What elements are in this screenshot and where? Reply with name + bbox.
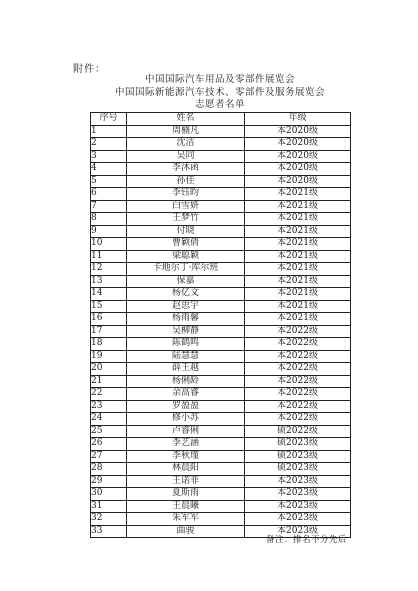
row-index: 16 bbox=[91, 313, 127, 326]
row-name: 曹颖倩 bbox=[127, 238, 245, 251]
row-name: 保嘉 bbox=[127, 275, 245, 288]
row-name: 陆慧慧 bbox=[127, 350, 245, 363]
row-grade: 本2023级 bbox=[245, 500, 351, 513]
row-index: 26 bbox=[91, 438, 127, 451]
row-index: 13 bbox=[91, 275, 127, 288]
table-row bbox=[91, 413, 351, 426]
row-name: 杨雨馨 bbox=[127, 313, 245, 326]
table-row bbox=[91, 375, 351, 388]
row-index: 23 bbox=[91, 400, 127, 413]
row-index: 18 bbox=[91, 338, 127, 351]
row-name: 李钰昀 bbox=[127, 188, 245, 201]
table-row bbox=[91, 138, 351, 151]
row-grade: 本2022级 bbox=[245, 338, 351, 351]
row-index: 6 bbox=[91, 188, 127, 201]
row-grade: 本2020级 bbox=[245, 175, 351, 188]
row-name: 杨俐龄 bbox=[127, 375, 245, 388]
row-name: 杨亿文 bbox=[127, 288, 245, 301]
table-row bbox=[91, 313, 351, 326]
row-index: 10 bbox=[91, 238, 127, 251]
row-name: 薛王越 bbox=[127, 363, 245, 376]
row-grade: 本2021级 bbox=[245, 250, 351, 263]
row-index: 14 bbox=[91, 288, 127, 301]
table-row bbox=[91, 425, 351, 438]
table-row bbox=[91, 500, 351, 513]
row-name: 朱军军 bbox=[127, 513, 245, 526]
row-index: 3 bbox=[91, 150, 127, 163]
table-row bbox=[91, 363, 351, 376]
row-grade: 本2022级 bbox=[245, 400, 351, 413]
row-grade: 本2023级 bbox=[245, 488, 351, 501]
row-grade: 本2023级 bbox=[245, 525, 351, 538]
row-index: 20 bbox=[91, 363, 127, 376]
row-grade: 本2020级 bbox=[245, 138, 351, 151]
row-index: 15 bbox=[91, 300, 127, 313]
row-index: 8 bbox=[91, 213, 127, 226]
row-grade: 本2022级 bbox=[245, 388, 351, 401]
row-name: 卡地尔丁·库尔班 bbox=[127, 263, 245, 276]
row-grade: 本2021级 bbox=[245, 213, 351, 226]
row-index: 1 bbox=[91, 125, 127, 138]
title-volunteer-list: 志愿者名单 bbox=[194, 99, 245, 110]
row-index: 5 bbox=[91, 175, 127, 188]
row-name: 梁聪颖 bbox=[127, 250, 245, 263]
table-row bbox=[91, 163, 351, 176]
table-row bbox=[91, 338, 351, 351]
table-row bbox=[91, 175, 351, 188]
row-index: 28 bbox=[91, 463, 127, 476]
row-grade: 硕2022级 bbox=[245, 425, 351, 438]
row-index: 2 bbox=[91, 138, 127, 151]
row-grade: 本2020级 bbox=[245, 150, 351, 163]
row-index: 30 bbox=[91, 488, 127, 501]
row-name: 王诺菲 bbox=[127, 475, 245, 488]
row-name: 白雪妍 bbox=[127, 200, 245, 213]
table-row bbox=[91, 388, 351, 401]
row-grade: 本2021级 bbox=[245, 200, 351, 213]
table-row bbox=[91, 213, 351, 226]
row-name: 吴同 bbox=[127, 150, 245, 163]
row-index: 25 bbox=[91, 425, 127, 438]
row-grade: 硕2023级 bbox=[245, 463, 351, 476]
row-index: 27 bbox=[91, 450, 127, 463]
row-grade: 本2020级 bbox=[245, 125, 351, 138]
row-name: 林晨阳 bbox=[127, 463, 245, 476]
row-grade: 本2020级 bbox=[245, 163, 351, 176]
row-grade: 本2022级 bbox=[245, 350, 351, 363]
row-index: 22 bbox=[91, 388, 127, 401]
table-row bbox=[91, 238, 351, 251]
table-row bbox=[91, 325, 351, 338]
row-index: 7 bbox=[91, 200, 127, 213]
row-grade: 本2021级 bbox=[245, 288, 351, 301]
table-row bbox=[91, 463, 351, 476]
table-row bbox=[91, 275, 351, 288]
table-row bbox=[91, 200, 351, 213]
row-grade: 本2022级 bbox=[245, 325, 351, 338]
row-index: 33 bbox=[91, 525, 127, 538]
row-grade: 本2021级 bbox=[245, 263, 351, 276]
row-index: 12 bbox=[91, 263, 127, 276]
title-exhibition-1: 中国国际汽车用品及零部件展览会 bbox=[144, 74, 295, 85]
attachment-label: 附件： bbox=[73, 64, 106, 75]
row-index: 29 bbox=[91, 475, 127, 488]
row-grade: 本2022级 bbox=[245, 375, 351, 388]
row-name: 赵思宇 bbox=[127, 300, 245, 313]
row-index: 9 bbox=[91, 225, 127, 238]
row-grade: 本2021级 bbox=[245, 275, 351, 288]
row-name: 修小苏 bbox=[127, 413, 245, 426]
row-name: 孙佳 bbox=[127, 175, 245, 188]
row-grade: 本2021级 bbox=[245, 313, 351, 326]
row-index: 24 bbox=[91, 413, 127, 426]
table-row bbox=[91, 188, 351, 201]
table-row bbox=[91, 150, 351, 163]
row-name: 李秋瑾 bbox=[127, 450, 245, 463]
table-row bbox=[91, 288, 351, 301]
row-index: 19 bbox=[91, 350, 127, 363]
row-name: 王梦竹 bbox=[127, 213, 245, 226]
table-row bbox=[91, 263, 351, 276]
row-grade: 本2021级 bbox=[245, 225, 351, 238]
row-name: 夏斯雨 bbox=[127, 488, 245, 501]
table-row bbox=[91, 250, 351, 263]
row-index: 4 bbox=[91, 163, 127, 176]
row-grade: 本2021级 bbox=[245, 300, 351, 313]
row-grade: 硕2023级 bbox=[245, 450, 351, 463]
row-name: 罗盈盈 bbox=[127, 400, 245, 413]
row-grade: 本2022级 bbox=[245, 363, 351, 376]
row-grade: 本2022级 bbox=[245, 413, 351, 426]
row-index: 11 bbox=[91, 250, 127, 263]
row-grade: 本2021级 bbox=[245, 188, 351, 201]
row-grade: 本2023级 bbox=[245, 475, 351, 488]
table-row bbox=[91, 400, 351, 413]
table-row bbox=[91, 225, 351, 238]
table-row bbox=[91, 438, 351, 451]
row-name: 李沐函 bbox=[127, 163, 245, 176]
row-grade: 本2021级 bbox=[245, 238, 351, 251]
row-index: 17 bbox=[91, 325, 127, 338]
header-name: 姓名 bbox=[127, 113, 245, 126]
row-name: 周楠凡 bbox=[127, 125, 245, 138]
footnote: 备注：排名不分先后 bbox=[266, 535, 348, 545]
header-index: 序号 bbox=[91, 113, 127, 126]
volunteer-table bbox=[90, 112, 351, 538]
row-name: 卢睿俐 bbox=[127, 425, 245, 438]
row-name: 余高睿 bbox=[127, 388, 245, 401]
row-name: 李艺涵 bbox=[127, 438, 245, 451]
table-row bbox=[91, 488, 351, 501]
table-header-row bbox=[91, 113, 351, 126]
row-name: 沈洁 bbox=[127, 138, 245, 151]
row-index: 32 bbox=[91, 513, 127, 526]
table-row bbox=[91, 450, 351, 463]
row-index: 31 bbox=[91, 500, 127, 513]
row-grade: 硕2023级 bbox=[245, 438, 351, 451]
row-name: 曲骏 bbox=[127, 525, 245, 538]
row-index: 21 bbox=[91, 375, 127, 388]
row-name: 付晓 bbox=[127, 225, 245, 238]
row-name: 陈鹤鸣 bbox=[127, 338, 245, 351]
row-name: 王晨曦 bbox=[127, 500, 245, 513]
table-row bbox=[91, 125, 351, 138]
header-grade: 年级 bbox=[245, 113, 351, 126]
document-title-block bbox=[90, 74, 350, 112]
title-exhibition-2: 中国国际新能源汽车技术、零部件及服务展览会 bbox=[114, 86, 325, 98]
table-row bbox=[91, 475, 351, 488]
table-row bbox=[91, 300, 351, 313]
row-grade: 本2023级 bbox=[245, 513, 351, 526]
table-row bbox=[91, 513, 351, 526]
table-row bbox=[91, 350, 351, 363]
row-name: 吴柳静 bbox=[127, 325, 245, 338]
